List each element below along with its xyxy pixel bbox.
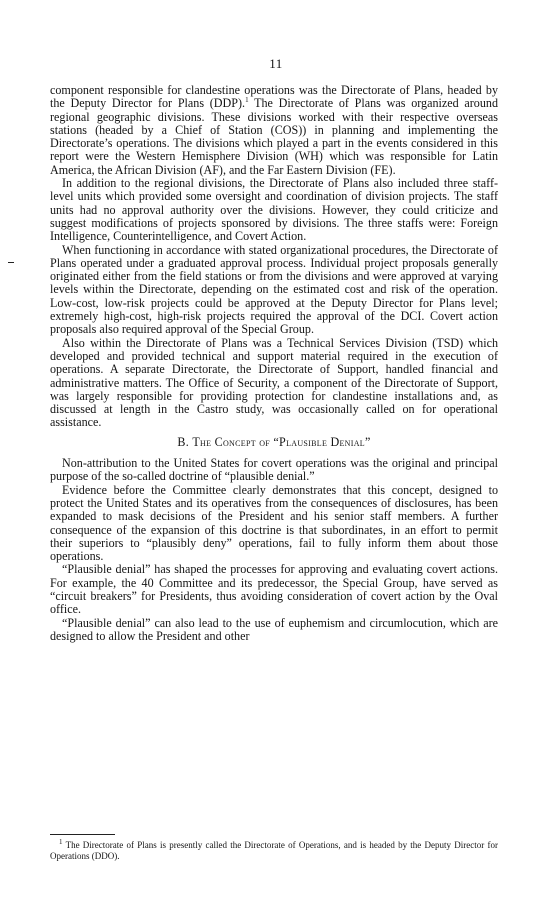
- body-text: [50, 84, 498, 643]
- paragraph-euphemism: “Plausible denial” can also lead to the use of euphemism and circumlocution, which are designed to allow the President and other: [50, 615, 498, 643]
- margin-mark: [8, 262, 14, 263]
- footnote: [50, 840, 498, 861]
- paragraph-directorate-of-plans: component responsible for clandestine operations was the Directorate of Plans, headed by the Deputy Director for Plans (DDP).$^1$ The Directorate of Plans was organized around regional geographic divisions. These divisions worked with their respective overseas stations (headed by a Chief of Station (COS)) in planning and implementing the Directorate’s operations. The divisions which played a part in the events considered in this report were the Western Hemisphere Division (WH) which was responsible for Latin America, the African Division (AF), and the Far Eastern Division (FE).: [50, 83, 498, 177]
- paragraph-staff-units: In addition to the regional divisions, the Directorate of Plans also included three staff-level units which provided some oversight and coordination of division projects. The staff units had no approval authority over the divisions. However, they could criticize and suggest modifications of projects sponsored by divisions. The three staffs were: Foreign Intelligence, Counterintelligence, and Covert Action.: [50, 176, 498, 244]
- footnote-rule: [50, 834, 115, 835]
- footnote-marker: 1: [59, 838, 63, 846]
- footnote-text: The Directorate of Plans is presently called the Directorate of Operations, and is headed by the Deputy Director for Operations (DDO).: [50, 840, 498, 861]
- paragraph-evidence: Evidence before the Committee clearly demonstrates that this concept, designed to protect the United States and its operatives from the consequences of disclosures, has been expanded to mask decisions of the President and his senior staff members. A further consequence of the expansion of this doctrine is that subordinates, in an effort to permit their superiors to “plausibly deny” operations, fail to fully inform them about those operations.: [50, 482, 498, 564]
- section-title: The Concept of “Plausible Denial”: [192, 434, 371, 449]
- paragraph-technical-services: Also within the Directorate of Plans was a Technical Services Division (TSD) which developed and provided technical and support material required in the execution of operations. A separate Directorate, the Directorate of Support, handled financial and administrative matters. The Office of Security, a component of the Directorate of Support, was largely responsible for providing protection for clandestine installations and, as discussed at length in the Castro study, was occasionally called on for operational assistance.: [50, 335, 498, 430]
- paragraph-non-attribution: Non-attribution to the United States for covert operations was the original and principal purpose of the so-called doctrine of “plausible denial.”: [50, 456, 498, 484]
- page-number: 11: [269, 56, 283, 71]
- footnote-reference: 1: [245, 96, 249, 105]
- section-prefix: B.: [177, 434, 193, 449]
- paragraph-approval-evaluation: “Plausible denial” has shaped the processes for approving and evaluating covert actions. For example, the 40 Committee and its predecessor, the Special Group, have served as “circuit breakers” for Presidents, thus avoiding consideration of covert action by the Oval office.: [50, 562, 498, 617]
- paragraph-approval-process: When functioning in accordance with stated organizational procedures, the Directorate of Plans operated under a graduated approval process. Individual project proposals generally originated either from the field stations or from the divisions and were approved at varying levels within the Directorate, depending on the estimated cost and risk of the operation. Low-cost, low-risk projects could be approved at the Deputy Director for Plans level; extremely high-cost, high-risk projects required the approval of the DCI. Covert action proposals also required approval of the Special Group.: [50, 242, 498, 337]
- section-heading: [50, 436, 498, 449]
